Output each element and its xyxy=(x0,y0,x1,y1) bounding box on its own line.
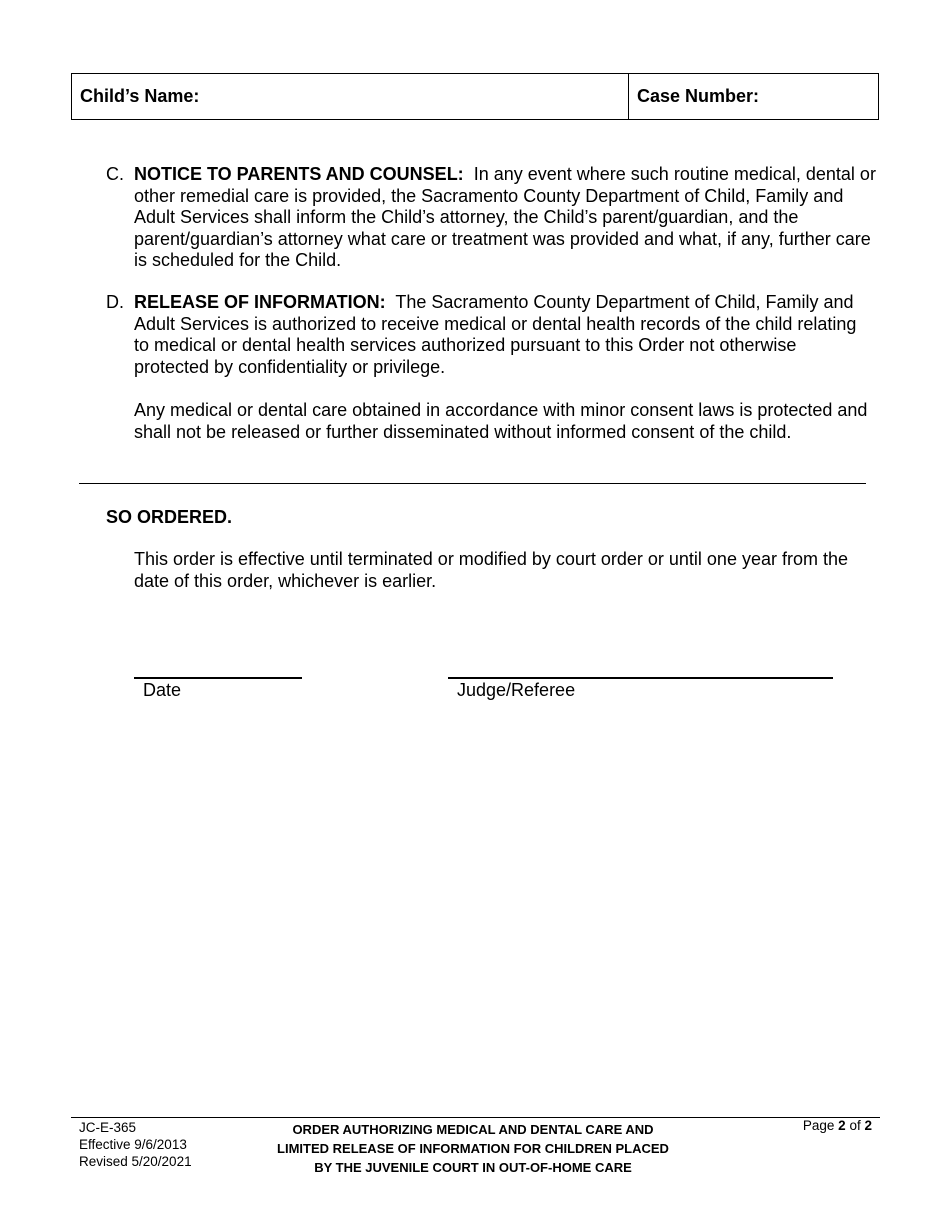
child-name-label: Child’s Name: xyxy=(80,86,200,106)
form-info xyxy=(79,1119,192,1170)
case-header-box xyxy=(71,73,879,120)
form-id: JC-E-365 xyxy=(79,1120,137,1135)
section-c-heading: NOTICE TO PARENTS AND COUNSEL: xyxy=(134,164,464,184)
judge-label: Judge/Referee xyxy=(457,680,576,700)
section-c-letter: C. xyxy=(106,164,124,184)
child-name-field[interactable] xyxy=(72,74,629,119)
page-of: of xyxy=(849,1118,861,1133)
page-number xyxy=(803,1118,872,1133)
so-ordered-heading: SO ORDERED. xyxy=(106,507,233,527)
page-current: 2 xyxy=(838,1118,846,1133)
section-d-heading: RELEASE OF INFORMATION: xyxy=(134,292,386,312)
section-c-notice xyxy=(106,164,876,272)
form-title xyxy=(250,1120,696,1177)
section-d-release xyxy=(106,292,876,378)
case-number-label: Case Number: xyxy=(637,86,760,106)
page-prefix: Page xyxy=(802,1118,835,1133)
section-c-text: In any event where such routine medical, dental or other remedial care is provided, the Sacramento County Department of Child, Family and Adult Services shall inform the Child’s attorney, the Child’s parent/guardian, and the parent/guardian’s attorney what care or treatment was provided and what, if any, further care is scheduled for the Child. xyxy=(134,164,876,270)
form-title-line-2: LIMITED RELEASE OF INFORMATION FOR CHILDREN PLACED xyxy=(277,1141,669,1156)
section-divider xyxy=(79,483,866,484)
section-d-letter: D. xyxy=(106,292,124,312)
order-effective-text: This order is effective until terminated or modified by court order or until one year from the date of this order, whichever is earlier. xyxy=(134,549,848,591)
form-title-line-3: BY THE JUVENILE COURT IN OUT-OF-HOME CARE xyxy=(314,1160,632,1175)
section-d-text: The Sacramento County Department of Child, Family and Adult Services is authorized to receive medical or dental health records of the child relating to medical or dental health services authorized pursuant to this Order not otherwise protected by confidentiality or privilege. xyxy=(134,292,857,377)
page-total: 2 xyxy=(864,1118,872,1133)
form-title-line-1: ORDER AUTHORIZING MEDICAL AND DENTAL CARE AND xyxy=(292,1122,654,1137)
judge-signature-line[interactable] xyxy=(448,677,833,679)
footer-rule xyxy=(71,1117,880,1118)
case-number-field[interactable] xyxy=(629,74,878,119)
minor-consent-paragraph: Any medical or dental care obtained in accordance with minor consent laws is protected and shall not be released or further disseminated without informed consent of the child. xyxy=(134,400,868,442)
form-effective-date: Effective 9/6/2013 xyxy=(79,1137,187,1152)
form-revised-date: Revised 5/20/2021 xyxy=(79,1154,192,1169)
date-signature-line[interactable] xyxy=(134,677,302,679)
date-label: Date xyxy=(143,680,182,700)
